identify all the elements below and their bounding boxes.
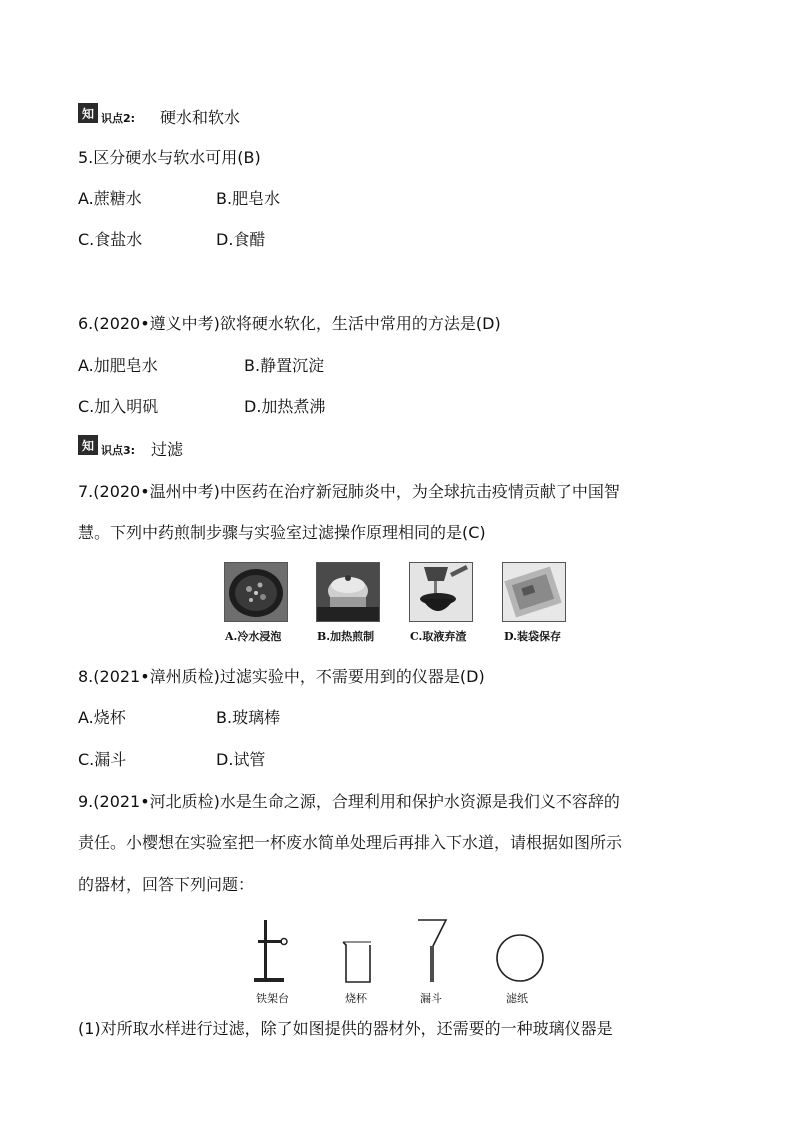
question-6-option-a: A.加肥皂水 — [78, 356, 158, 375]
question-7-stem-line1: 7.(2020•温州中考)中医药在治疗新冠肺炎中，为全球抗击疫情贡献了中国智 — [78, 482, 620, 501]
soaking-herbs-photo — [224, 562, 288, 622]
knowledge-point-prefix: 识点2: — [101, 112, 136, 125]
knowledge-point-prefix: 识点3: — [101, 444, 136, 457]
heating-pot-photo — [316, 562, 380, 622]
iron-stand-icon — [252, 918, 292, 986]
question-5-option-a: A.蔗糖水 — [78, 189, 142, 208]
funnel-label: 漏斗 — [420, 992, 442, 1005]
option-b-caption: B.加热煎制 — [317, 630, 375, 643]
question-5-option-b: B.肥皂水 — [216, 189, 281, 208]
question-6-stem: 6.(2020•遵义中考)欲将硬水软化，生活中常用的方法是(D) — [78, 314, 501, 333]
question-5-option-c: C.食盐水 — [78, 230, 143, 249]
knowledge-point-title: 硬水和软水 — [160, 108, 241, 127]
beaker-icon — [340, 940, 374, 986]
question-8-option-a: A.烧杯 — [78, 708, 126, 727]
question-6-option-c: C.加入明矾 — [78, 397, 159, 416]
question-9-stem-line1: 9.(2021•河北质检)水是生命之源，合理利用和保护水资源是我们义不容辞的 — [78, 792, 620, 811]
pouring-liquid-photo — [409, 562, 473, 622]
question-8-option-b: B.玻璃棒 — [216, 708, 281, 727]
beaker-label: 烧杯 — [345, 992, 367, 1005]
question-5-stem: 5.区分硬水与软水可用(B) — [78, 148, 261, 167]
iron-stand-label: 铁架台 — [256, 992, 289, 1005]
option-c-caption: C.取液弃渣 — [410, 630, 467, 643]
question-9-subquestion-1: (1)对所取水样进行过滤，除了如图提供的器材外，还需要的一种玻璃仪器是 — [78, 1019, 613, 1038]
question-8-option-d: D.试管 — [216, 750, 266, 769]
question-8-stem: 8.(2021•漳州质检)过滤实验中，不需要用到的仪器是(D) — [78, 667, 485, 686]
question-9-stem-line2: 责任。小樱想在实验室把一杯废水简单处理后再排入下水道，请根据如图所示 — [78, 833, 623, 852]
question-9-stem-line3: 的器材，回答下列问题： — [78, 875, 255, 894]
bagged-medicine-photo — [502, 562, 566, 622]
question-6-option-b: B.静置沉淀 — [244, 356, 325, 375]
question-6-option-d: D.加热煮沸 — [244, 397, 326, 416]
filter-paper-icon — [494, 932, 546, 984]
option-d-caption: D.装袋保存 — [504, 630, 561, 643]
knowledge-point-title: 过滤 — [151, 440, 184, 459]
funnel-icon — [416, 918, 448, 986]
question-7-stem-line2: 慧。下列中药煎制步骤与实验室过滤操作原理相同的是(C) — [78, 523, 486, 542]
question-5-option-d: D.食醋 — [216, 230, 266, 249]
knowledge-badge-icon: 知 — [78, 103, 98, 123]
option-a-caption: A.冷水浸泡 — [225, 630, 282, 643]
knowledge-badge-icon: 知 — [78, 435, 98, 455]
filter-paper-label: 滤纸 — [506, 992, 528, 1005]
question-8-option-c: C.漏斗 — [78, 750, 127, 769]
